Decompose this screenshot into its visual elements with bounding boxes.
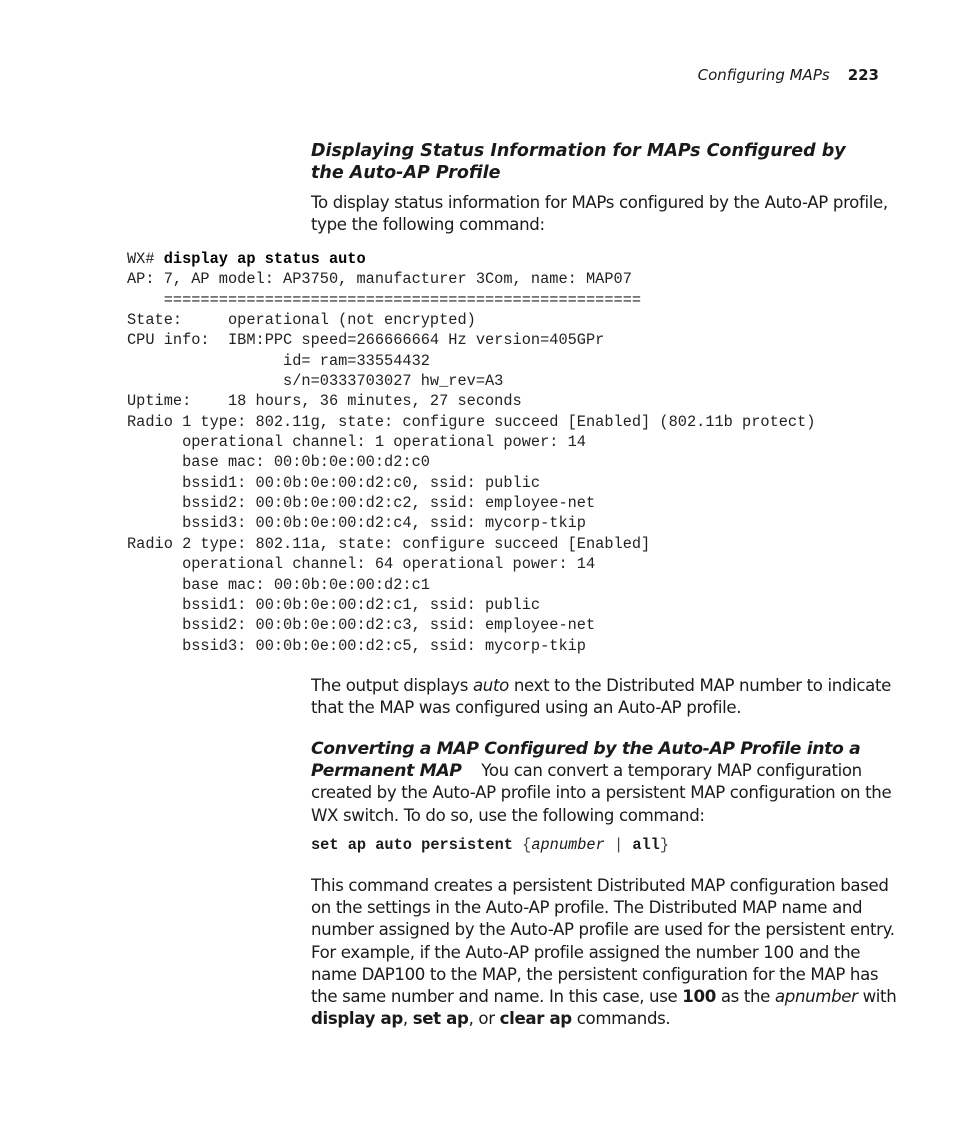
intro-paragraph: To display status information for MAPs configured by the Auto-AP profile, type the following command: [311,193,888,235]
convert-intro: You can convert a temporary MAP configuration created by the Auto-AP profile into a persistent MAP configuration on the WX switch. To do so, use the following command: [311,761,892,825]
output-note-keyword: auto [472,676,509,695]
cli-prompt: WX# [127,250,164,268]
running-title: Configuring MAPs [697,66,830,84]
command-argument: apnumber [531,836,605,854]
final-sep-1: , [402,1009,413,1029]
final-sep-2: , or [468,1009,500,1029]
final-number: 100 [682,987,716,1007]
output-note-text: The output displays [311,676,473,695]
cmd-set-ap: set ap [412,1009,469,1029]
cmd-display-ap: display ap [311,1009,403,1029]
output-note-paragraph [311,675,901,719]
cmd-clear-ap: clear ap [499,1009,572,1029]
page-header [698,66,879,84]
cli-command: display ap status auto [163,250,366,268]
cli-output: AP: 7, AP model: AP3750, manufacturer 3Com, name: MAP07 ==================================================== State: operational (not encrypted) CPU info: IBM:PPC speed=266666664 Hz version=405GPr id= ram=33554432 s/n=0333703027 hw_rev=A3 Uptime: 18 hours, 36 minutes, 27 seconds Radio 1 type: 802.11g, state: configure succeed [Enabled] (802.11b protect) operational channel: 1 operational power: 14 base mac: 00:0b:0e:00:d2:c0 bssid1: 00:0b:0e:00:d2:c0, ssid: public bssid2: 00:0b:0e:00:d2:c2, ssid: employee-net bssid3: 00:0b:0e:00:d2:c4, ssid: mycorp-tkip Radio 2 type: 802.11a, state: configure succeed [Enabled] operational channel: 64 operational power: 14 base mac: 00:0b:0e:00:d2:c1 bssid1: 00:0b:0e:00:d2:c1, ssid: public bssid2: 00:0b:0e:00:d2:c3, ssid: employee-net bssid3: 00:0b:0e:00:d2:c5, ssid: mycorp-tkip [127,270,816,655]
command-text: set ap auto persistent [311,836,513,854]
final-text-4: commands. [571,1009,671,1029]
section-heading-convert: Converting a MAP Configured by the Auto-AP Profile into a Permanent MAP [311,739,861,782]
command-syntax [311,836,669,854]
final-arg: apnumber [774,987,858,1007]
code-block [127,249,927,656]
output-note-text-end: next to the Distributed MAP number to indicate that the MAP was configured using an Auto-AP profile. [311,676,891,718]
command-all: all [632,836,660,854]
final-text-3: with [857,987,897,1007]
page-number: 223 [847,66,879,84]
section-heading-display-status: Displaying Status Information for MAPs Configured by the Auto-AP Profile [311,141,846,183]
final-paragraph [311,875,901,1030]
brace-close: } [659,836,670,854]
final-text-2: as the [715,987,775,1007]
brace-open: { [522,836,532,854]
final-text-1: This command creates a persistent Distributed MAP configuration based on the settings in the Auto-AP profile. The Distributed MAP name and number assigned by the Auto-AP profile are used for the persistent entry. For example, if the Auto-AP profile assigned the number 100 and the name DAP100 to the MAP, the persistent configuration for the MAP has the same number and name. In this case, use [311,876,895,1007]
convert-section [311,738,901,827]
separator: | [613,836,624,854]
